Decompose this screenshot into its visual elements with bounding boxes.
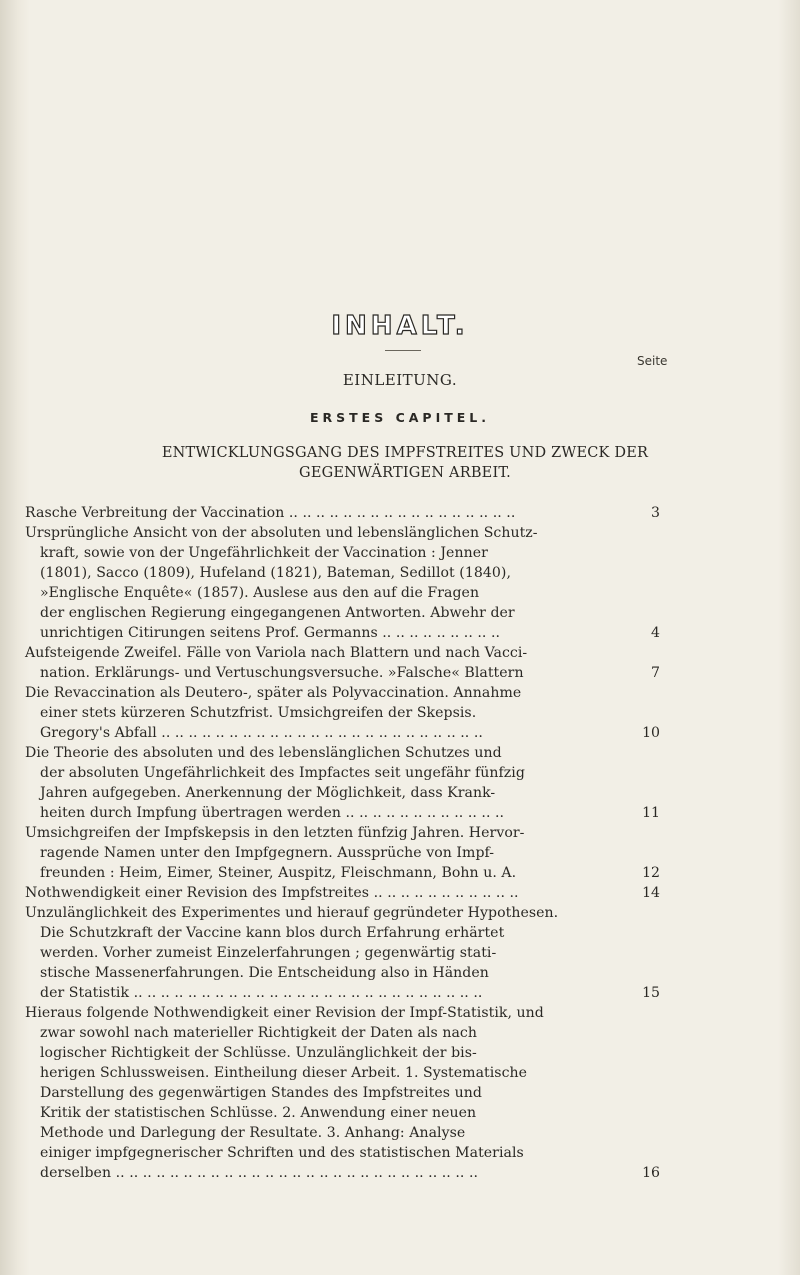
title-rule [385,350,421,351]
toc-entry-line: Methode und Darlegung der Resultate. 3. Anhang: Analyse [40,1125,466,1141]
toc-page-number: 3 [651,505,660,521]
page-title: INHALT. [331,311,469,341]
toc-page-number: 7 [651,665,660,681]
toc-entry-line: Die Revaccination als Deutero-, später als Polyvaccination. Annahme [25,685,522,701]
toc-entry-line: heiten durch Impfung übertragen werden .. .. .. .. .. .. .. .. .. .. .. .. [40,805,505,821]
toc-entry-line: Darstellung des gegenwärtigen Standes des Impfstreites und [40,1085,482,1101]
toc-entry-line: unrichtigen Citirungen seitens Prof. Germanns .. .. .. .. .. .. .. .. .. [40,625,501,641]
toc-entry-line: freunden : Heim, Eimer, Steiner, Auspitz, Fleischmann, Bohn u. A. [40,865,517,881]
toc-page-number: 11 [642,805,660,821]
toc-entry-line: Unzulänglichkeit des Experimentes und hierauf gegründeter Hypothesen. [25,905,559,921]
toc-entry-line: Die Schutzkraft der Vaccine kann blos durch Erfahrung erhärtet [40,925,505,941]
toc-entry-line: Umsichgreifen der Impfskepsis in den letzten fünfzig Jahren. Hervor- [25,825,525,841]
toc-entry-line: der absoluten Ungefährlichkeit des Impfactes seit ungefähr fünfzig [40,765,525,781]
toc-entry-line: einer stets kürzeren Schutzfrist. Umsichgreifen der Skepsis. [40,705,477,721]
introduction-heading: EINLEITUNG. [342,371,458,389]
page-shadow-right [778,0,800,1275]
toc-entry-line: werden. Vorher zumeist Einzelerfahrungen ; gegenwärtig stati- [40,945,497,961]
toc-entry-line: Jahren aufgegeben. Anerkennung der Möglichkeit, dass Krank- [40,785,496,801]
toc-entry-line: Aufsteigende Zweifel. Fälle von Variola nach Blattern und nach Vacci- [25,645,528,661]
toc-entry-line: kraft, sowie von der Ungefährlichkeit der Vaccination : Jenner [40,545,488,561]
chapter-heading: ERSTES CAPITEL. [309,410,491,425]
toc-entry-line: Nothwendigkeit einer Revision des Impfstreites .. .. .. .. .. .. .. .. .. .. .. [25,885,519,901]
toc-entry-line: »Englische Enquête« (1857). Auslese aus den auf die Fragen [40,585,480,601]
toc-entry-line: der Statistik .. .. .. .. .. .. .. .. .. .. .. .. .. .. .. .. .. .. .. .. .. .. .. .. .. .. [40,985,483,1001]
toc-page-number: 16 [642,1165,660,1181]
page-column-label: Seite [637,354,668,368]
page-shadow-left [0,0,30,1275]
toc-entry-line: Ursprüngliche Ansicht von der absoluten und lebenslänglichen Schutz- [25,525,538,541]
toc-page-number: 4 [651,625,660,641]
toc-page-number: 14 [642,885,660,901]
toc-page-number: 15 [642,985,660,1001]
toc-entry-line: der englischen Regierung eingegangenen Antworten. Abwehr der [40,605,515,621]
toc-page-number: 12 [642,865,660,881]
toc-entry-line: einiger impfgegnerischer Schriften und des statistischen Materials [40,1145,524,1161]
toc-page-number: 10 [642,725,660,741]
toc-entry-line: Kritik der statistischen Schlüsse. 2. Anwendung einer neuen [40,1105,477,1121]
toc-entry-line: nation. Erklärungs- und Vertuschungsversuche. »Falsche« Blattern [40,665,524,681]
toc-entry-line: ragende Namen unter den Impfgegnern. Aussprüche von Impf- [40,845,495,861]
chapter-title [60,443,750,483]
toc-entry-line: Hieraus folgende Nothwendigkeit einer Revision der Impf-Statistik, und [25,1005,544,1021]
toc-entry-line: Die Theorie des absoluten und des lebenslänglichen Schutzes und [25,745,502,761]
toc-entry-line: derselben .. .. .. .. .. .. .. .. .. .. .. .. .. .. .. .. .. .. .. .. .. .. .. .. .. .. .. [40,1165,478,1181]
toc-entry-line: stische Massenerfahrungen. Die Entscheidung also in Händen [40,965,489,981]
chapter-title-line: GEGENWÄRTIGEN ARBEIT. [299,465,511,481]
toc-entry-line: herigen Schlussweisen. Eintheilung dieser Arbeit. 1. Systematische [40,1065,528,1081]
toc-entry-line: (1801), Sacco (1809), Hufeland (1821), Bateman, Sedillot (1840), [40,565,511,581]
toc-entry-line: Gregory's Abfall .. .. .. .. .. .. .. .. .. .. .. .. .. .. .. .. .. .. .. .. .. .. .. .. [40,725,483,741]
toc-entry-line: logischer Richtigkeit der Schlüsse. Unzulänglichkeit der bis- [40,1045,477,1061]
toc-entry-line: Rasche Verbreitung der Vaccination .. .. .. .. .. .. .. .. .. .. .. .. .. .. .. .. .. [25,505,516,521]
chapter-title-line: ENTWICKLUNGSGANG DES IMPFSTREITES UND ZWECK DER [161,445,649,461]
toc-entry-line: zwar sowohl nach materieller Richtigkeit der Daten als nach [40,1025,477,1041]
